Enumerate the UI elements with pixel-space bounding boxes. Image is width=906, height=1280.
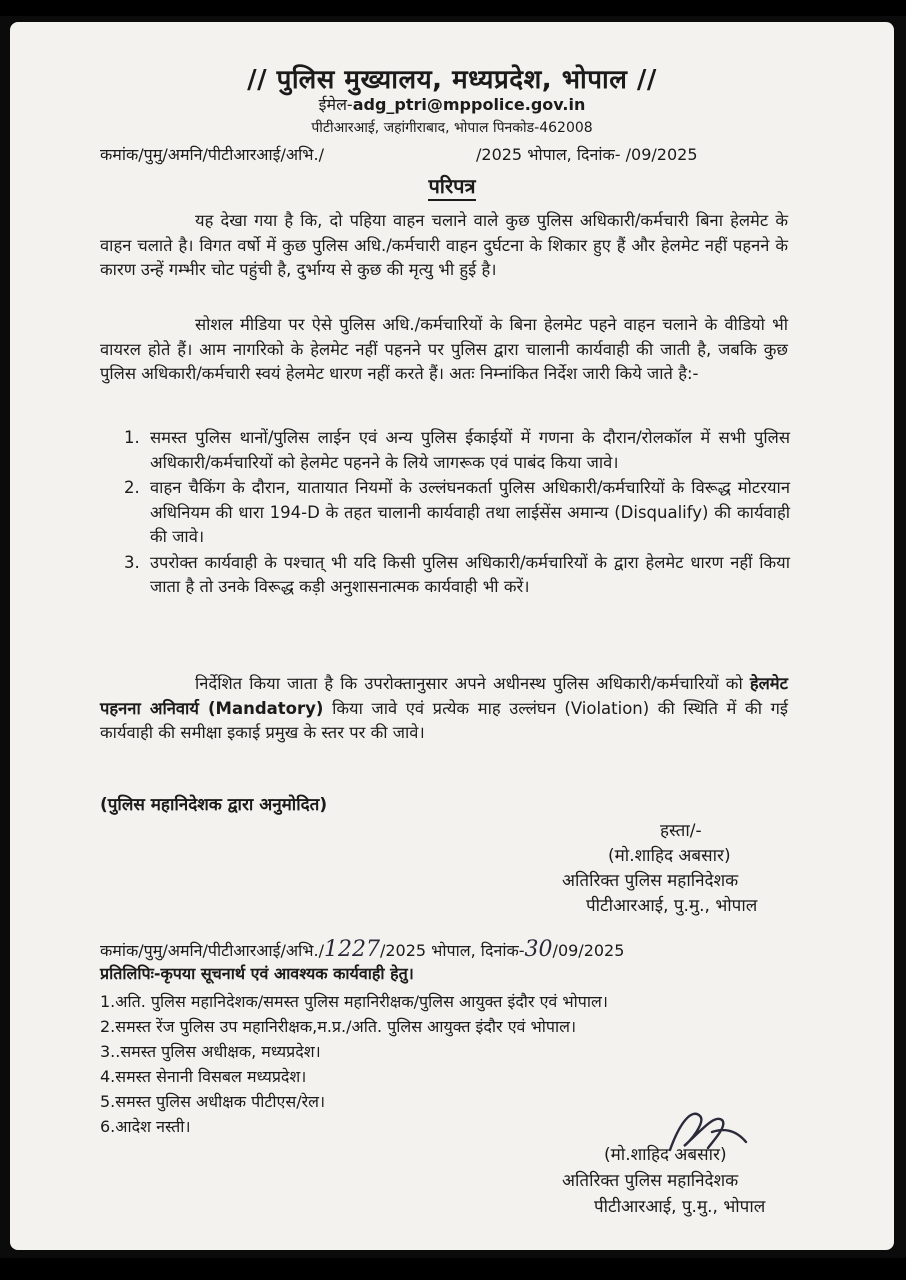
recipient-item: 1.अति. पुलिस महानिदेशक/समस्त पुलिस महानिरीक्षक/पुलिस आयुक्त इंदौर एवं भोपाल।: [100, 992, 608, 1011]
recipient-item: 3..समस्त पुलिस अधीक्षक, मध्यप्रदेश।: [100, 1042, 321, 1061]
mandatory-emphasis: हेलमेट पहनना अनिवार्य (Mandatory): [100, 674, 788, 718]
office-address: पीटीआरआई, जहांगीराबाद, भोपाल पिनकोड-462008: [311, 120, 593, 136]
approval-note: (पुलिस महानिदेशक द्वारा अनुमोदित): [100, 795, 328, 815]
office-header: // पुलिस मुख्यालय, मध्यप्रदेश, भोपाल //: [247, 65, 657, 95]
signatory-name: (मो.शाहिद अबसार): [608, 846, 731, 866]
recipient-item: 4.समस्त सेनानी विसबल मध्यप्रदेश।: [100, 1067, 307, 1086]
reference-date: /2025 भोपाल, दिनांक- /09/2025: [476, 145, 698, 164]
signatory-office: पीटीआरआई, पु.मु., भोपाल: [586, 896, 758, 916]
document-page: [10, 22, 894, 1250]
body-paragraph-1: यह देखा गया है कि, दो पहिया वाहन चलाने वाले कुछ पुलिस अधिकारी/कर्मचारी बिना हेलमेट के वाहन चलाते है। विगत वर्षो में कुछ पुलिस अधि./कर्मचारी वाहन दुर्घटना के शिकार हुए हैं और हेलमेट नहीं पहनने के कारण उन्हें गम्भीर चोट पहुंची है, दुर्भाग्य से कुछ की मृत्यु भी हुई है।: [100, 211, 788, 279]
handwritten-day: 30: [524, 937, 553, 962]
top-frame-bar: [0, 0, 906, 16]
recipient-item: 5.समस्त पुलिस अधीक्षक पीटीएस/रेल।: [100, 1092, 326, 1111]
list-item: 3. उपरोक्त कार्यवाही के पश्चात् भी यदि किसी पुलिस अधिकारी/कर्मचारियों के द्वारा हेलमेट धारण नहीं किया जाता है तो उनके विरूद्ध कड़ी अनुशासनात्मक कार्यवाही भी करें।: [124, 552, 790, 596]
reference-number: कमांक/पुमु/अमनि/पीटीआरआई/अभि./: [100, 145, 324, 164]
office-email: [10, 93, 894, 115]
signatory-designation-2: अतिरिक्त पुलिस महानिदेशक: [562, 1171, 739, 1191]
bottom-frame-bar: [0, 1258, 906, 1280]
signature-label: हस्ता/-: [660, 821, 702, 841]
body-paragraph-2: सोशल मीडिया पर ऐसे पुलिस अधि./कर्मचारियों के बिना हेलमेट पहने वाहन चलाने के वीडियो भी वायरल होते हैं। आम नागरिको के हेलमेट नहीं पहनने पर पुलिस द्वारा चालानी कार्यवाही की जाती है, जबकि कुछ पुलिस अधिकारी/कर्मचारी स्वयं हेलमेट धारण नहीं करते हैं। अतः निम्नांकित निर्देश जारी किये जाते है:-: [100, 315, 788, 383]
email-label: ईमेल-: [318, 95, 353, 114]
signatory-designation: अतिरिक्त पुलिस महानिदेशक: [562, 871, 739, 891]
list-item: 1. समस्त पुलिस थानों/पुलिस लाईन एवं अन्य पुलिस ईकाईयों में गणना के दौरान/रोलकॉल में सभी पुलिस अधिकारी/कर्मचारियों को हेलमेट पहनने के लिये जागरूक एवं पाबंद किया जावे।: [124, 428, 790, 472]
copy-heading: प्रतिलिपिः-कृपया सूचनार्थ एवं आवश्यक कार्यवाही हेतु।: [100, 964, 414, 983]
copy-reference-line: कमांक/पुमु/अमनि/पीटीआरआई/अभि./1227/2025 भोपाल, दिनांक-30/09/2025: [100, 937, 625, 962]
signatory-office-2: पीटीआरआई, पु.मु., भोपाल: [594, 1197, 766, 1217]
recipient-item: 2.समस्त रेंज पुलिस उप महानिरीक्षक,म.प्र./अति. पुलिस आयुक्त इंदौर एवं भोपाल।: [100, 1017, 577, 1036]
signatory-name-2: (मो.शाहिद अबसार): [604, 1145, 727, 1165]
recipient-item: 6.आदेश नस्ती।: [100, 1117, 191, 1136]
handwritten-number: 1227: [323, 937, 380, 962]
body-paragraph-3: निर्देशित किया जाता है कि उपरोक्तानुसार अपने अधीनस्थ पुलिस अधिकारी/कर्मचारियों को हेलमेट पहनना अनिवार्य (Mandatory) किया जावे एवं प्रत्येक माह उल्लंघन (Violation) की स्थिति में की गई कार्यवाही की समीक्षा इकाई प्रमुख के स्तर पर की जावे।: [100, 674, 788, 742]
list-item: 2. वाहन चैकिंग के दौरान, यातायात नियमों के उल्लंघनकर्ता पुलिस अधिकारी/कर्मचारियों के विरूद्ध मोटरयान अधिनियम की धारा 194-D के तहत चालानी कार्यवाही तथा लाईसेंस अमान्य (Disqualify) की कार्यवाही की जावे।: [124, 478, 790, 546]
instruction-list: [124, 426, 790, 601]
circular-title: परिपत्र: [10, 172, 894, 199]
email-address: adg_ptri@mppolice.gov.in: [352, 95, 586, 114]
